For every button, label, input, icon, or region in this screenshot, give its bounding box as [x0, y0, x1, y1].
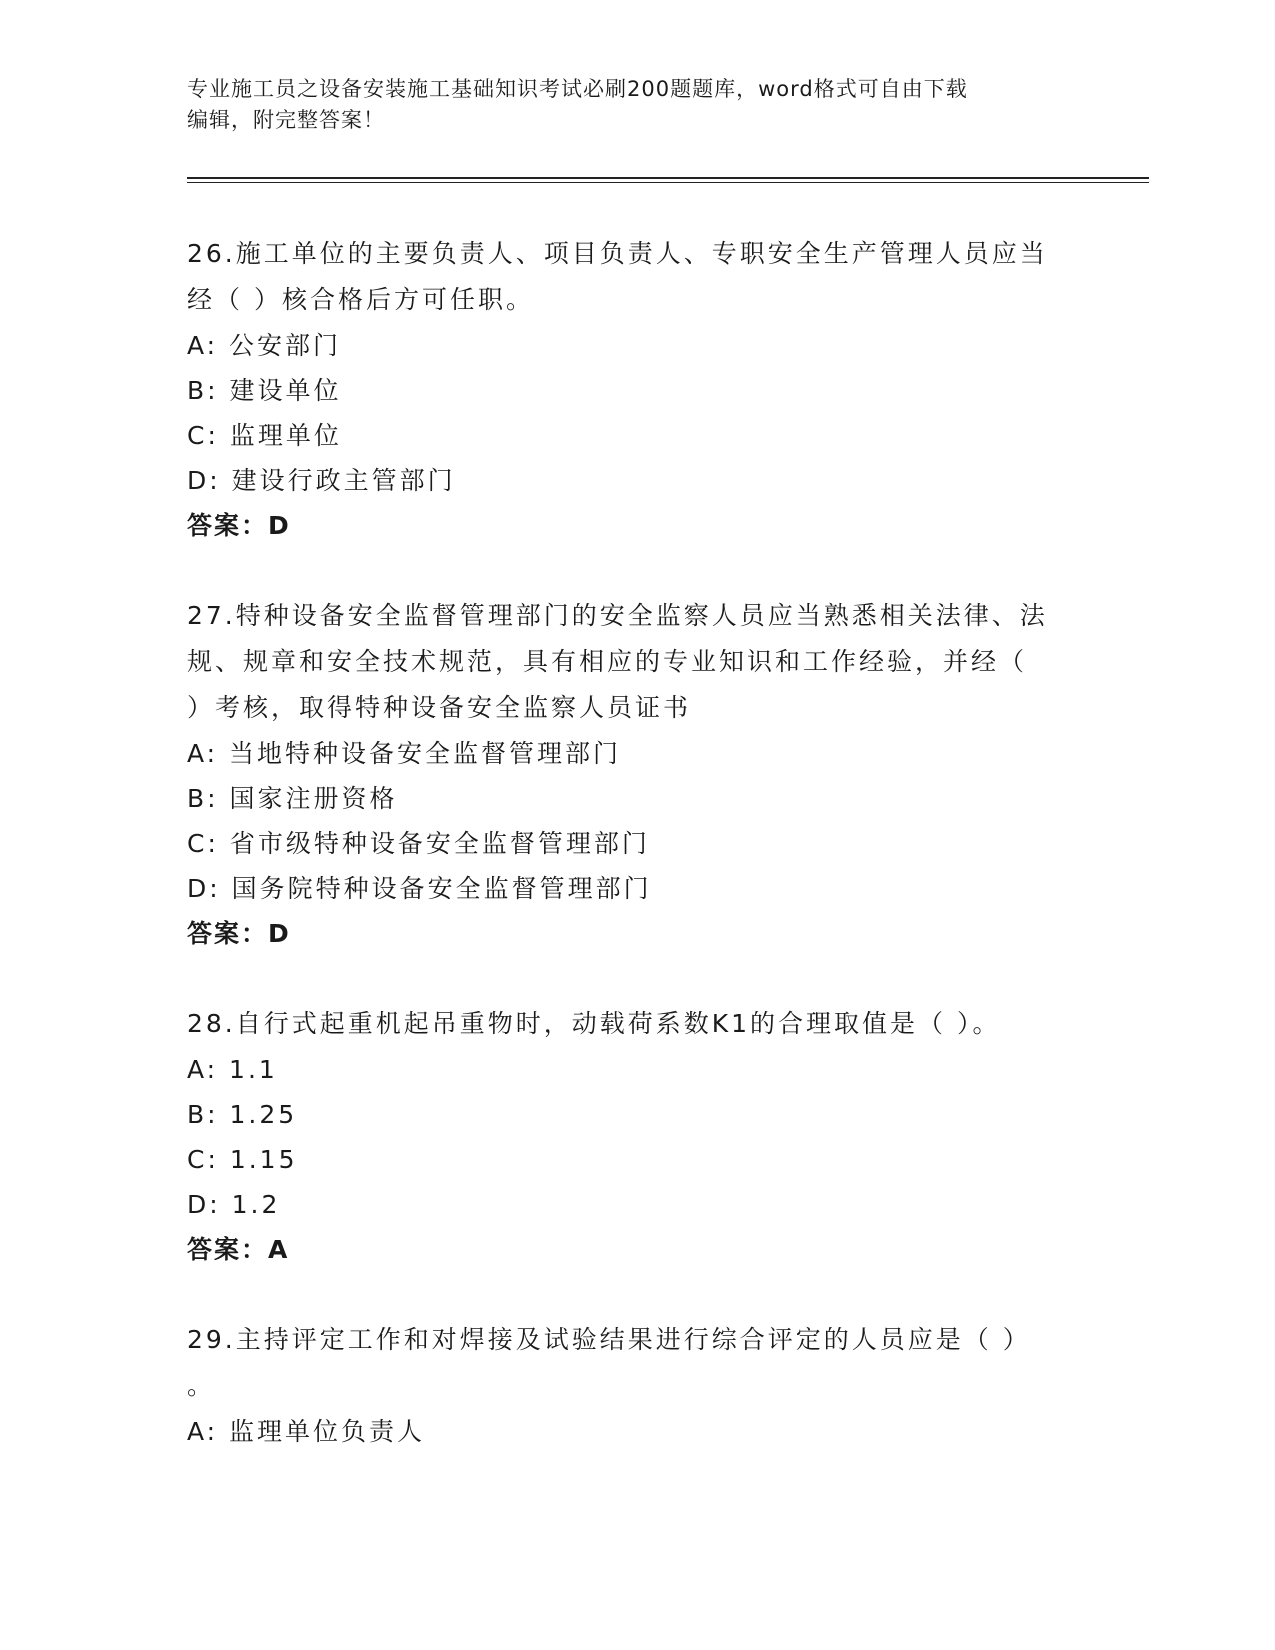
question-stem-line: 26.施工单位的主要负责人、项目负责人、专职安全生产管理人员应当 [187, 239, 1048, 268]
answer-option: D: 1.2 [187, 1190, 281, 1219]
question-stem-line: 。 [187, 1371, 216, 1400]
answer-option: A: 监理单位负责人 [187, 1417, 426, 1446]
answer-option: A: 当地特种设备安全监督管理部门 [187, 739, 622, 768]
question-stem-line: 规、规章和安全技术规范，具有相应的专业知识和工作经验，并经（ [187, 647, 1028, 676]
question-block [187, 231, 1087, 549]
correct-answer: 答案：D [187, 919, 291, 948]
question-stem-line: 经（ ）核合格后方可任职。 [187, 285, 534, 314]
question-block [187, 1001, 1087, 1273]
answer-option: C: 1.15 [187, 1145, 298, 1174]
answer-option: D: 建设行政主管部门 [187, 466, 456, 495]
answer-option: B: 建设单位 [187, 376, 342, 405]
question-block [187, 1317, 1087, 1454]
answer-option: D: 国务院特种设备安全监督管理部门 [187, 874, 652, 903]
header-line-2: 编辑，附完整答案！ [187, 108, 385, 132]
answer-option: A: 1.1 [187, 1055, 278, 1084]
answer-option: B: 1.25 [187, 1100, 298, 1129]
correct-answer: 答案：D [187, 511, 291, 540]
question-stem-line: 28.自行式起重机起吊重物时，动载荷系数K1的合理取值是（ ）。 [187, 1009, 1001, 1038]
question-stem-line: 29.主持评定工作和对焊接及试验结果进行综合评定的人员应是（ ） [187, 1325, 1031, 1354]
answer-option: C: 监理单位 [187, 421, 342, 450]
question-list [187, 231, 1087, 1498]
question-block [187, 593, 1087, 957]
document-header [187, 74, 1087, 136]
answer-option: B: 国家注册资格 [187, 784, 398, 813]
answer-option: C: 省市级特种设备安全监督管理部门 [187, 829, 650, 858]
question-stem-line: ）考核，取得特种设备安全监察人员证书 [187, 693, 692, 722]
header-divider [187, 177, 1149, 183]
question-stem-line: 27.特种设备安全监督管理部门的安全监察人员应当熟悉相关法律、法 [187, 601, 1048, 630]
correct-answer: 答案：A [187, 1235, 290, 1264]
answer-option: A: 公安部门 [187, 331, 342, 360]
header-line-1: 专业施工员之设备安装施工基础知识考试必刷200题题库，word格式可自由下载 [187, 77, 968, 101]
